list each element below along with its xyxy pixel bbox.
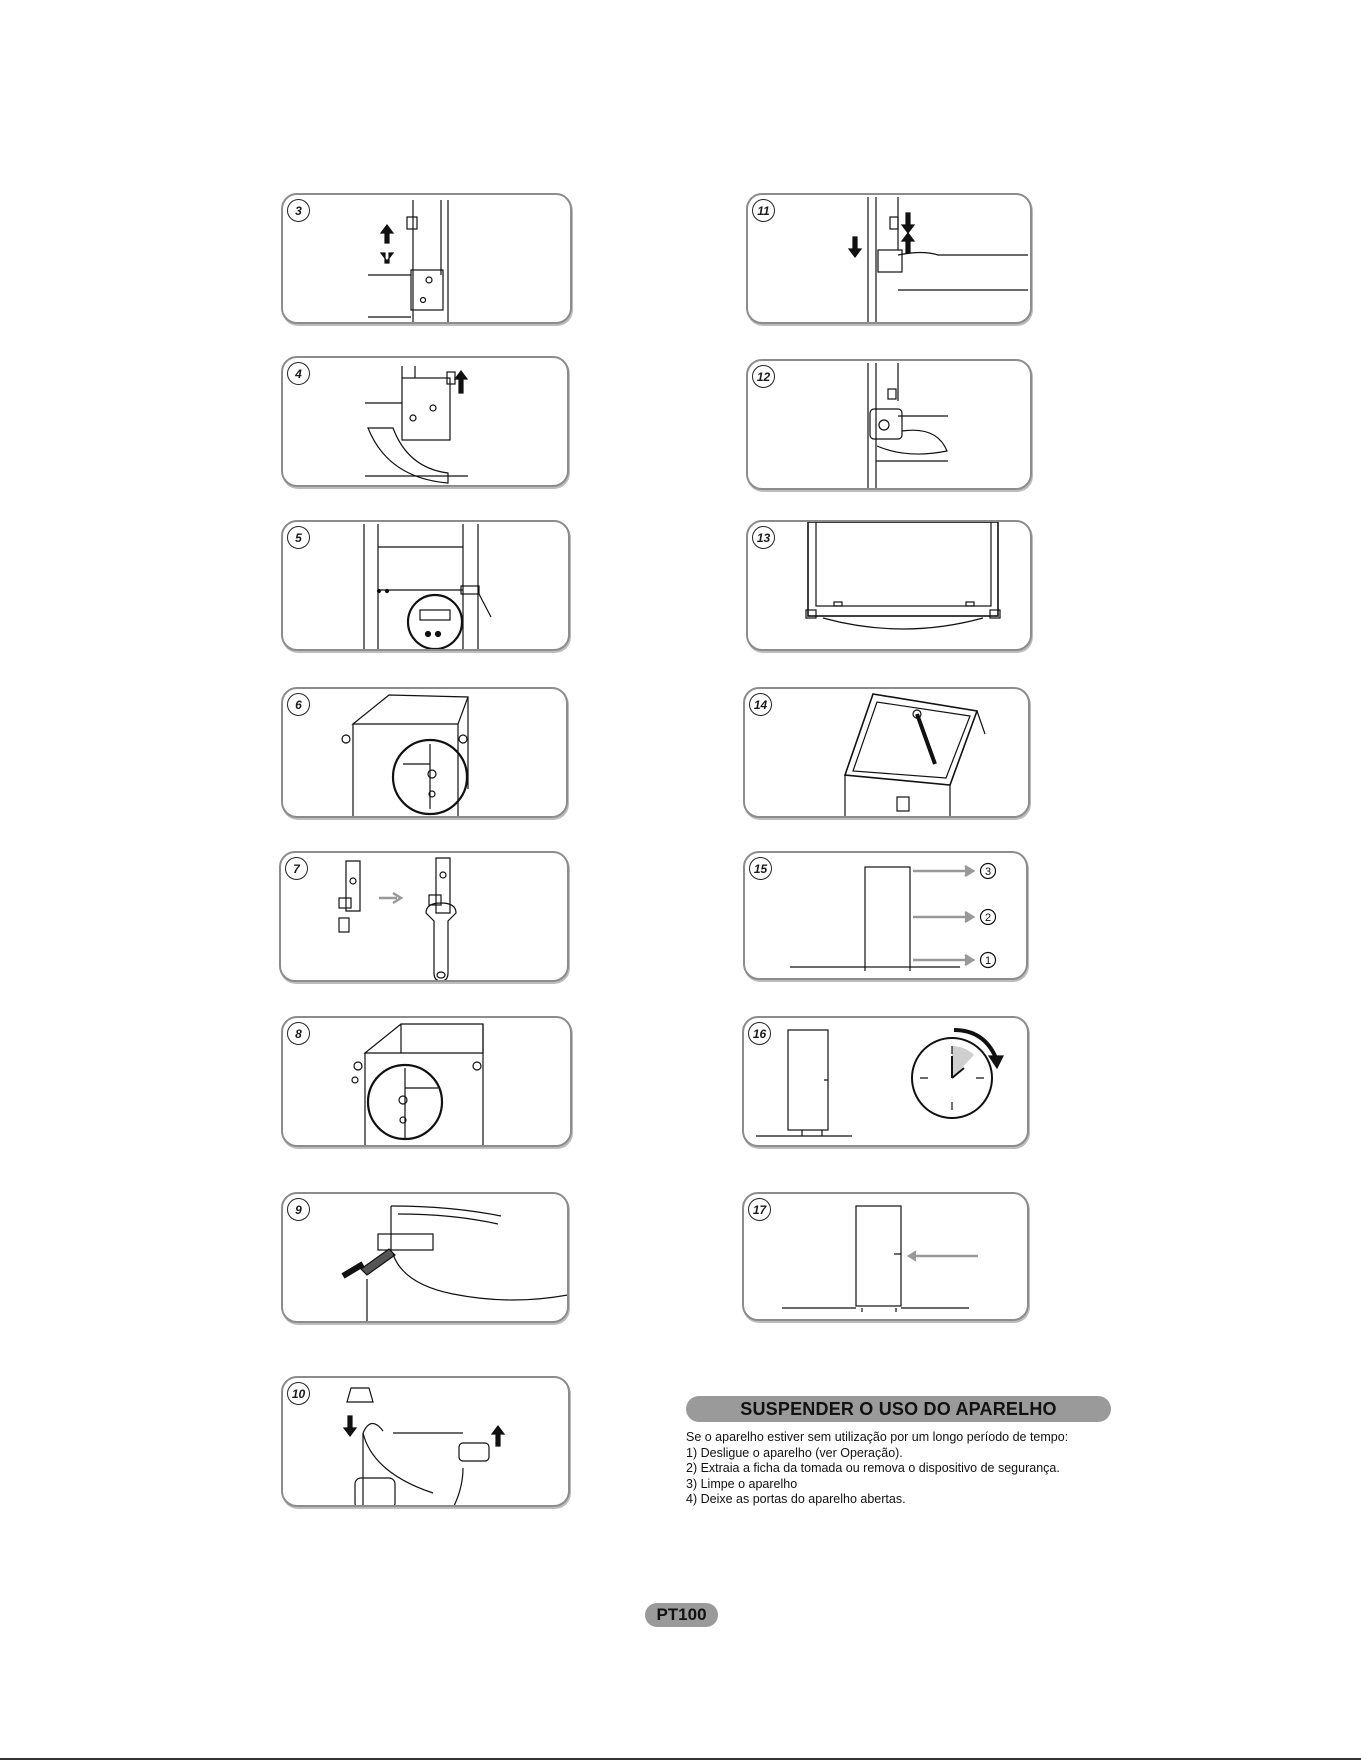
step-number: 6 bbox=[287, 693, 310, 716]
step-number: 11 bbox=[752, 199, 775, 222]
step-number: 3 bbox=[287, 199, 310, 222]
step-number: 14 bbox=[749, 693, 772, 716]
step-number: 10 bbox=[287, 1382, 310, 1405]
marker-3: 3 bbox=[984, 866, 992, 878]
step-12-panel bbox=[746, 359, 1032, 490]
step-14-panel bbox=[743, 687, 1030, 818]
step-9-panel bbox=[281, 1192, 569, 1323]
section-heading: SUSPENDER O USO DO APARELHO bbox=[686, 1396, 1111, 1422]
section-item: 3) Limpe o aparelho bbox=[686, 1476, 798, 1491]
door-front-illustration bbox=[748, 522, 1032, 651]
step-13-panel bbox=[746, 520, 1032, 651]
step-8-panel bbox=[281, 1016, 572, 1147]
step-7-panel bbox=[279, 851, 569, 982]
cabinet-top-illustration bbox=[283, 689, 568, 818]
step-number: 5 bbox=[287, 526, 310, 549]
hinge-reinstall-illustration bbox=[748, 195, 1032, 324]
step-number: 4 bbox=[287, 362, 310, 385]
section-intro: Se o aparelho estiver sem utilização por um longo período de tempo: bbox=[686, 1430, 1069, 1444]
page-number-badge: PT100 bbox=[645, 1603, 718, 1627]
step-6-panel bbox=[281, 687, 568, 818]
step-number: 13 bbox=[752, 526, 775, 549]
step-5-panel bbox=[281, 520, 570, 651]
step-10-panel bbox=[281, 1376, 570, 1507]
cap-swap-illustration bbox=[283, 1378, 570, 1507]
marker-2: 2 bbox=[984, 912, 992, 924]
clearance-illustration bbox=[745, 853, 1028, 980]
hinge-fixed-illustration bbox=[748, 361, 1032, 490]
step-number: 12 bbox=[752, 365, 775, 388]
section-body bbox=[686, 1430, 1126, 1508]
bottom-rule bbox=[0, 1758, 1361, 1760]
step-17-panel bbox=[742, 1192, 1029, 1321]
door-top-illustration bbox=[745, 689, 1030, 818]
marker-1: 1 bbox=[984, 955, 992, 967]
screwdriver-hinge-illustration bbox=[283, 1194, 569, 1323]
hinge-screw-illustration bbox=[283, 358, 569, 487]
wait-time-illustration bbox=[744, 1018, 1029, 1147]
step-number: 17 bbox=[748, 1198, 771, 1221]
section-item: 1) Desligue o aparelho (ver Operação). bbox=[686, 1445, 903, 1460]
push-into-place-illustration bbox=[744, 1194, 1029, 1321]
step-number: 7 bbox=[285, 857, 308, 880]
section-item: 2) Extraia a ficha da tomada ou remova o dispositivo de segurança. bbox=[686, 1461, 1060, 1475]
section-item: 4) Deixe as portas do aparelho abertas. bbox=[686, 1492, 906, 1506]
cabinet-hinge-illustration bbox=[283, 522, 570, 651]
step-number: 8 bbox=[287, 1022, 310, 1045]
cabinet-hinge-left-illustration bbox=[283, 1018, 572, 1147]
step-16-panel bbox=[742, 1016, 1029, 1147]
hinge-transfer-illustration bbox=[281, 853, 569, 982]
step-15-panel bbox=[743, 851, 1028, 980]
step-number: 15 bbox=[749, 857, 772, 880]
hinge-illustration bbox=[283, 195, 572, 324]
step-number: 16 bbox=[748, 1022, 771, 1045]
step-4-panel bbox=[281, 356, 569, 487]
step-3-panel bbox=[281, 193, 572, 324]
step-number: 9 bbox=[287, 1198, 310, 1221]
step-11-panel bbox=[746, 193, 1032, 324]
